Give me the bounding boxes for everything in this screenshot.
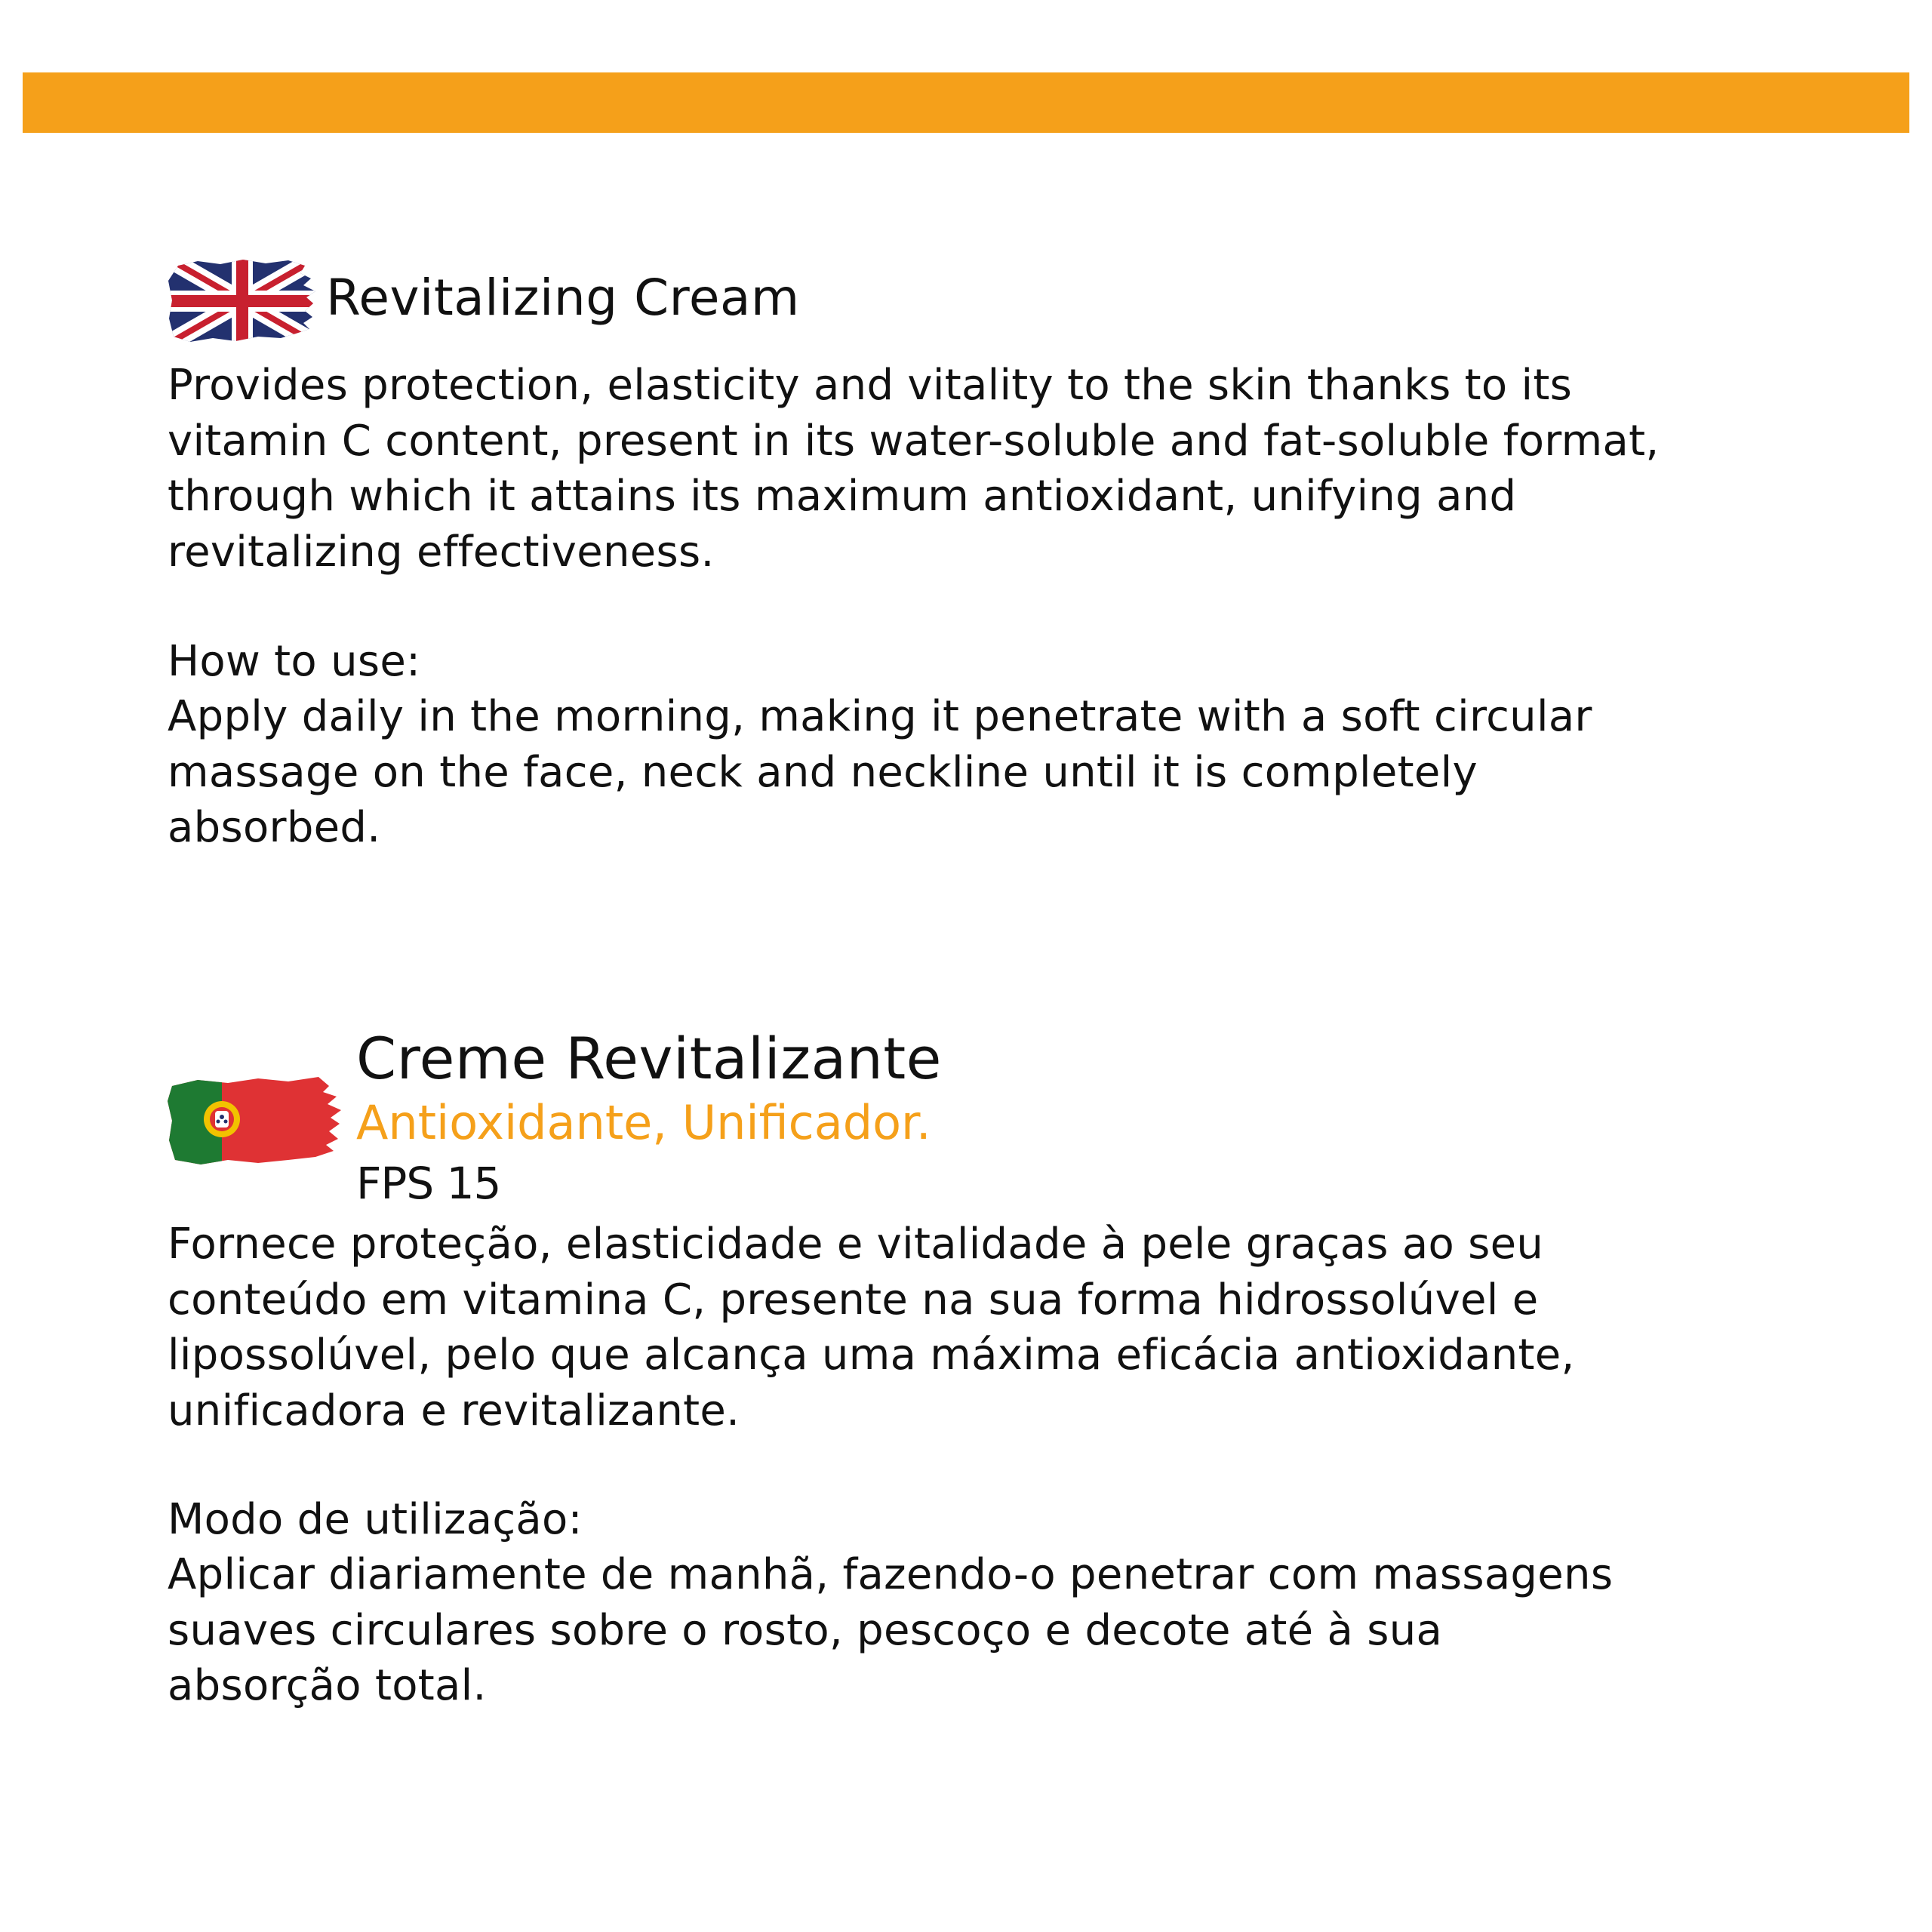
- portuguese-description: Fornece proteção, elasticidade e vitalidade à pele graças ao seu conteúdo em vitamina C, presente na sua forma hidrossolúvel e lipossolúvel, pelo que alcança uma máxima eficácia antioxidante, unificadora e revitalizante.: [168, 1220, 1575, 1435]
- english-product-title: Revitalizing Cream: [326, 269, 800, 327]
- portuguese-how-to-use-heading: Modo de utilização:: [168, 1495, 583, 1544]
- english-how-to-use-heading: How to use:: [168, 637, 421, 686]
- portuguese-how-to-use-text: Aplicar diariamente de manhã, fazendo-o penetrar com massagens suaves circulares sobre o rosto, pescoço e decote até à sua absorção total.: [168, 1550, 1614, 1710]
- english-description: Provides protection, elasticity and vitality to the skin thanks to its vitamin C content, present in its water-soluble and fat-soluble format, through which it attains its maximum antioxidant, unifying and revitalizing effectiveness.: [168, 361, 1660, 577]
- top-accent-bar: [23, 72, 1909, 133]
- portuguese-subtitle: Antioxidante, Unificador.: [356, 1095, 931, 1150]
- uk-flag-icon: [168, 258, 317, 344]
- portuguese-product-title: Creme Revitalizante: [356, 1025, 942, 1092]
- spf-label: FPS 15: [356, 1158, 501, 1209]
- english-how-to-use-text: Apply daily in the morning, making it penetrate with a soft circular massage on the face, neck and neckline until it is completely absorbed.: [168, 692, 1592, 852]
- portugal-flag-icon: [168, 1075, 343, 1168]
